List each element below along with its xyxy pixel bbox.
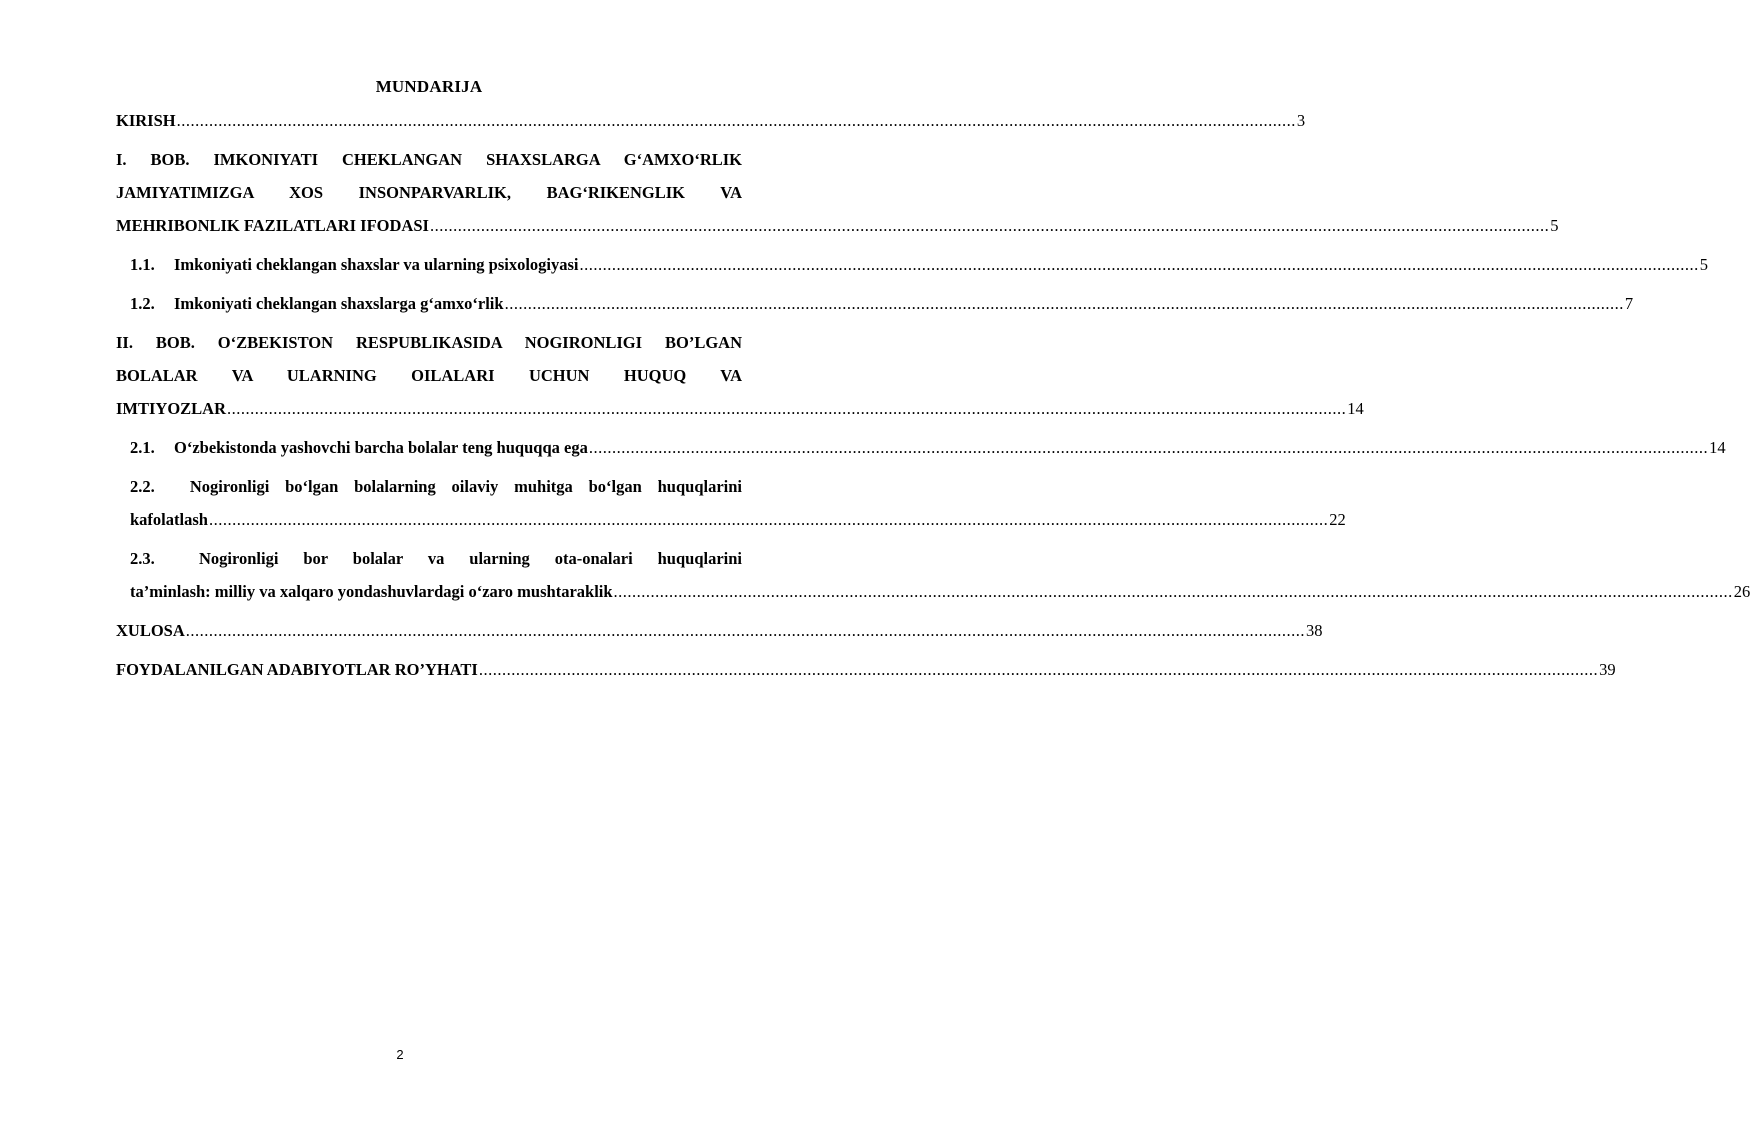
- section-number: 1.2.: [130, 294, 155, 313]
- toc-page-number: 14: [1709, 438, 1726, 457]
- toc-entry-bob-2[interactable]: [116, 326, 1364, 425]
- page-number: 2: [396, 1047, 404, 1062]
- toc-page-number: 14: [1347, 399, 1364, 418]
- toc-entry-kirish[interactable]: [116, 104, 1306, 137]
- dot-leader: [209, 503, 1328, 536]
- toc-entry-1-2[interactable]: [116, 287, 1634, 320]
- toc-label-line-1: I. BOB. IMKONIYATI CHEKLANGAN SHAXSLARGA G‘AMXO‘RLIK: [116, 150, 742, 169]
- toc-label-line-2: ta’minlash: milliy va xalqaro yondashuvlardagi o‘zaro mushtaraklik: [130, 582, 613, 601]
- toc-entry-bob-1[interactable]: [116, 143, 1559, 242]
- toc-page-number: 39: [1599, 660, 1616, 679]
- dot-leader: [479, 653, 1598, 686]
- section-number: 2.1.: [130, 438, 155, 457]
- toc-label-line-2: kafolatlash: [130, 510, 208, 529]
- toc-page-number: 38: [1306, 621, 1323, 640]
- toc-entry-2-1[interactable]: [116, 431, 1726, 464]
- toc-entry-xulosa[interactable]: [116, 614, 1323, 647]
- toc-label-line-2: JAMIYATIMIZGA XOS INSONPARVARLIK, BAG‘RIKENGLIK VA: [116, 183, 742, 202]
- toc-entry-adabiyotlar[interactable]: [116, 653, 1616, 686]
- dot-leader: [227, 392, 1346, 425]
- toc-label: FOYDALANILGAN ADABIYOTLAR RO’YHATI: [116, 660, 478, 679]
- toc-page-number: 26: [1733, 582, 1750, 601]
- toc-title: MUNDARIJA: [375, 77, 483, 96]
- table-of-contents: [116, 72, 1750, 692]
- toc-label-line-1: Nogironligi bor bolalar va ularning ota-onalari huquqlarini: [198, 549, 742, 568]
- toc-page-number: 7: [1624, 294, 1634, 313]
- toc-page-number: 5: [1550, 216, 1559, 235]
- dot-leader: [614, 575, 1733, 608]
- toc-label: O‘zbekistonda yashovchi barcha bolalar teng huquqqa ega: [174, 438, 588, 457]
- dot-leader: [177, 104, 1296, 137]
- toc-label-line-1: Nogironligi bo‘lgan bolalarning oilaviy muhitga bo‘lgan huquqlarini: [189, 477, 742, 496]
- toc-entry-2-3[interactable]: [116, 542, 1750, 608]
- toc-label-line-3: MEHRIBONLIK FAZILATLARI IFODASI: [116, 216, 429, 235]
- section-number: 2.3.: [130, 549, 155, 568]
- toc-page-number: 5: [1699, 255, 1708, 274]
- toc-label-line-2: BOLALAR VA ULARNING OILALARI UCHUN HUQUQ VA: [116, 366, 742, 385]
- toc-page-number: 22: [1329, 510, 1346, 529]
- dot-leader: [580, 248, 1699, 281]
- toc-label: Imkoniyati cheklangan shaxslarga g‘amxo‘rlik: [174, 294, 504, 313]
- toc-label: KIRISH: [116, 111, 176, 130]
- toc-label: Imkoniyati cheklangan shaxslar va ularning psixologiyasi: [174, 255, 579, 274]
- dot-leader: [505, 287, 1624, 320]
- toc-label: XULOSA: [116, 621, 185, 640]
- toc-page-number: 3: [1296, 111, 1306, 130]
- dot-leader: [430, 209, 1549, 242]
- toc-label-line-3: IMTIYOZLAR: [116, 399, 227, 418]
- dot-leader: [186, 614, 1305, 647]
- section-number: 2.2.: [130, 477, 155, 496]
- toc-entry-1-1[interactable]: [116, 248, 1708, 281]
- section-number: 1.1.: [130, 255, 155, 274]
- dot-leader: [589, 431, 1708, 464]
- toc-entry-2-2[interactable]: [116, 470, 1346, 536]
- toc-label-line-1: II. BOB. O‘ZBEKISTON RESPUBLIKASIDA NOGIRONLIGI BO’LGAN: [116, 333, 742, 352]
